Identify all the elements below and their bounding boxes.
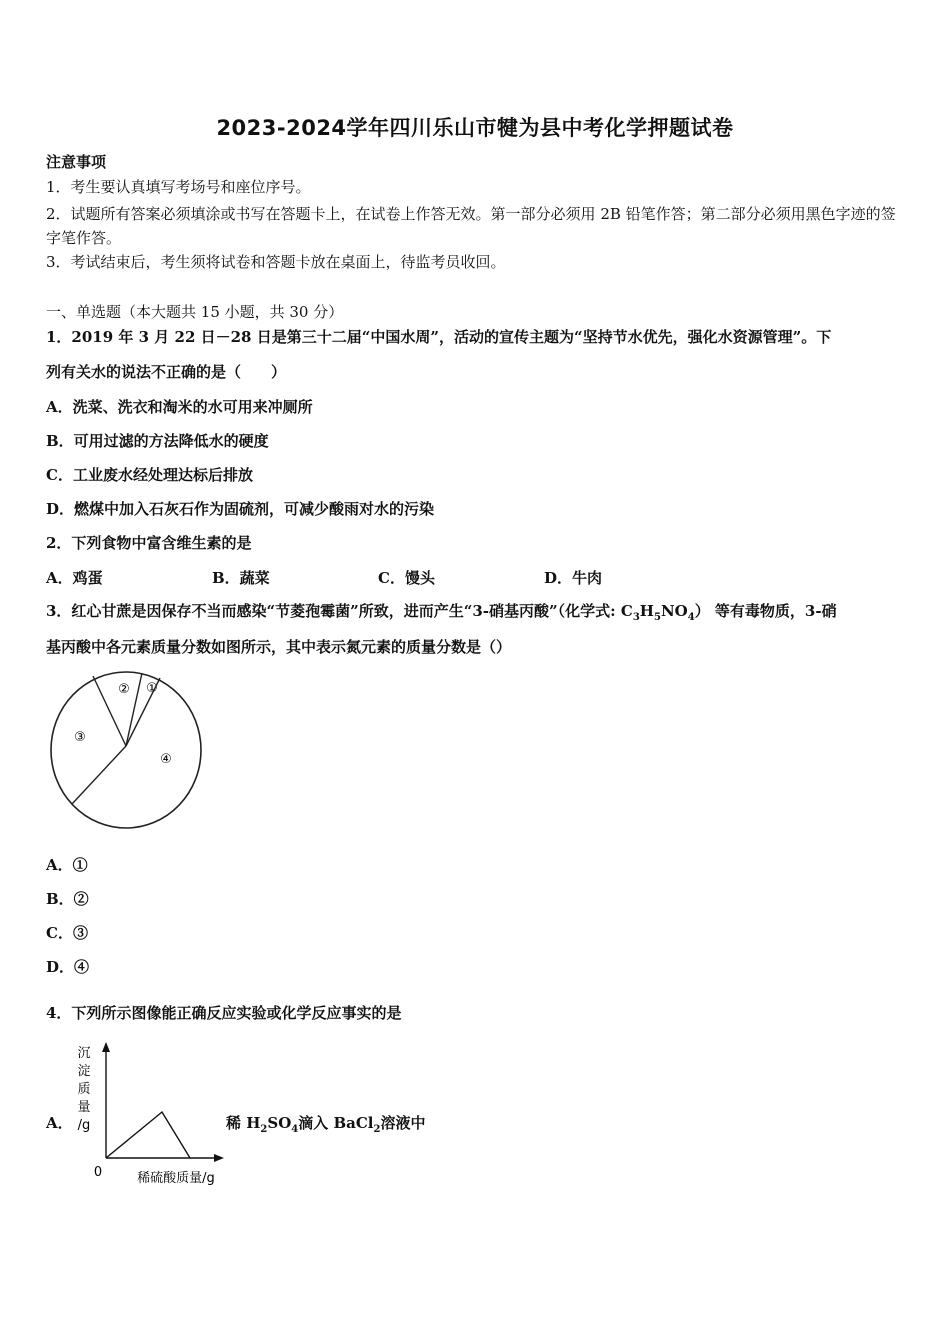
q3-stem-text2: ） 等有毒物质，3-硝	[694, 602, 837, 620]
caption-text-1: 稀 H	[226, 1114, 261, 1132]
pie-label-1: ①	[146, 681, 158, 696]
q1-option-b: B．可用过滤的方法降低水的硬度	[46, 432, 269, 450]
section-heading: 一、单选题（本大题共 15 小题，共 30 分）	[46, 303, 344, 321]
q2-options	[46, 567, 710, 588]
q4-stem: 4．下列所示图像能正确反应实验或化学反应事实的是	[46, 1004, 402, 1022]
notice-item-2: 2．试题所有答案必须填涂或书写在答题卡上，在试卷上作答无效。第一部分必须用 2B 铅笔作答；第二部分必须用黑色字迹的签字笔作答。	[46, 205, 896, 247]
notice-heading: 注意事项	[46, 153, 107, 171]
page-title: 2023-2024学年四川乐山市犍为县中考化学押题试卷	[216, 116, 734, 140]
q3-sub-o: 4	[687, 612, 695, 623]
graph-ylabel-2: 淀	[77, 1064, 91, 1079]
q3-option-a: A．①	[46, 856, 88, 874]
pie-diagram	[46, 668, 206, 833]
notice-item-3: 3．考试结束后，考生须将试卷和答题卡放在桌面上，待监考员收回。	[46, 253, 506, 271]
q3-option-d: D．④	[46, 958, 90, 976]
pie-label-4: ④	[160, 752, 172, 767]
caption-sub-1: 2	[260, 1124, 268, 1135]
q1-stem-line2: 列有关水的说法不正确的是（ ）	[46, 363, 287, 381]
graph-x-arrow	[214, 1154, 224, 1162]
graph-origin: 0	[93, 1165, 103, 1180]
pie-label-3: ③	[74, 730, 86, 745]
q1-option-d: D．燃煤中加入石灰石作为固硫剂，可减少酸雨对水的污染	[46, 500, 435, 518]
precipitation-graph	[70, 1040, 230, 1190]
q3-stem-text: 3．红心甘蔗是因保存不当而感染“节菱孢霉菌”所致，进而产生“3-硝基丙酸”（化学式: C	[46, 602, 633, 620]
graph-ylabel-1: 沉	[77, 1046, 91, 1061]
q3-sub-h: 5	[653, 612, 661, 623]
q3-option-b: B．②	[46, 890, 89, 908]
q2-option-c: C．馒头	[378, 569, 435, 587]
notice-item-1: 1．考生要认真填写考场号和座位序号。	[46, 178, 311, 196]
q3-option-c: C．③	[46, 924, 88, 942]
caption-sub-2: 4	[291, 1124, 299, 1135]
caption-text-4: 溶液中	[380, 1114, 426, 1132]
q2-option-d: D．牛肉	[544, 569, 603, 587]
pie-divider-4	[72, 746, 126, 804]
q3-stem-line2: 基丙酸中各元素质量分数如图所示，其中表示氮元素的质量分数是（）	[46, 638, 512, 656]
caption-sub-3: 2	[373, 1124, 381, 1135]
caption-text-3: 滴入 BaCl	[298, 1114, 374, 1132]
graph-ylabel-5: /g	[77, 1118, 91, 1133]
q4-option-a-label: A．	[46, 1114, 73, 1132]
q1-stem-line1: 1．2019 年 3 月 22 日－28 日是第三十二届“中国水周”，活动的宣传主题为“坚持节水优先，强化水资源管理”。下	[46, 328, 832, 346]
q3-no: NO	[660, 602, 688, 620]
q3-sub-c: 3	[632, 612, 640, 623]
pie-label-2: ②	[118, 682, 130, 697]
graph-xlabel: 稀硫酸质量/g	[137, 1171, 215, 1186]
graph-ylabel-4: 量	[77, 1100, 91, 1115]
q2-option-a: A．鸡蛋	[46, 569, 103, 587]
q3-h: H	[639, 602, 654, 620]
q1-option-c: C．工业废水经处理达标后排放	[46, 466, 253, 484]
q2-option-b: B．蔬菜	[212, 569, 270, 587]
graph-y-arrow	[102, 1042, 110, 1052]
q2-stem: 2．下列食物中富含维生素的是	[46, 534, 252, 552]
q3-stem-line1	[46, 601, 837, 621]
q4-option-a-caption	[226, 1112, 426, 1133]
graph-ylabel-3: 质	[77, 1082, 91, 1097]
graph-curve	[106, 1112, 190, 1158]
q1-option-a: A．洗菜、洗衣和淘米的水可用来冲厕所	[46, 398, 313, 416]
caption-text-2: SO	[267, 1114, 292, 1132]
